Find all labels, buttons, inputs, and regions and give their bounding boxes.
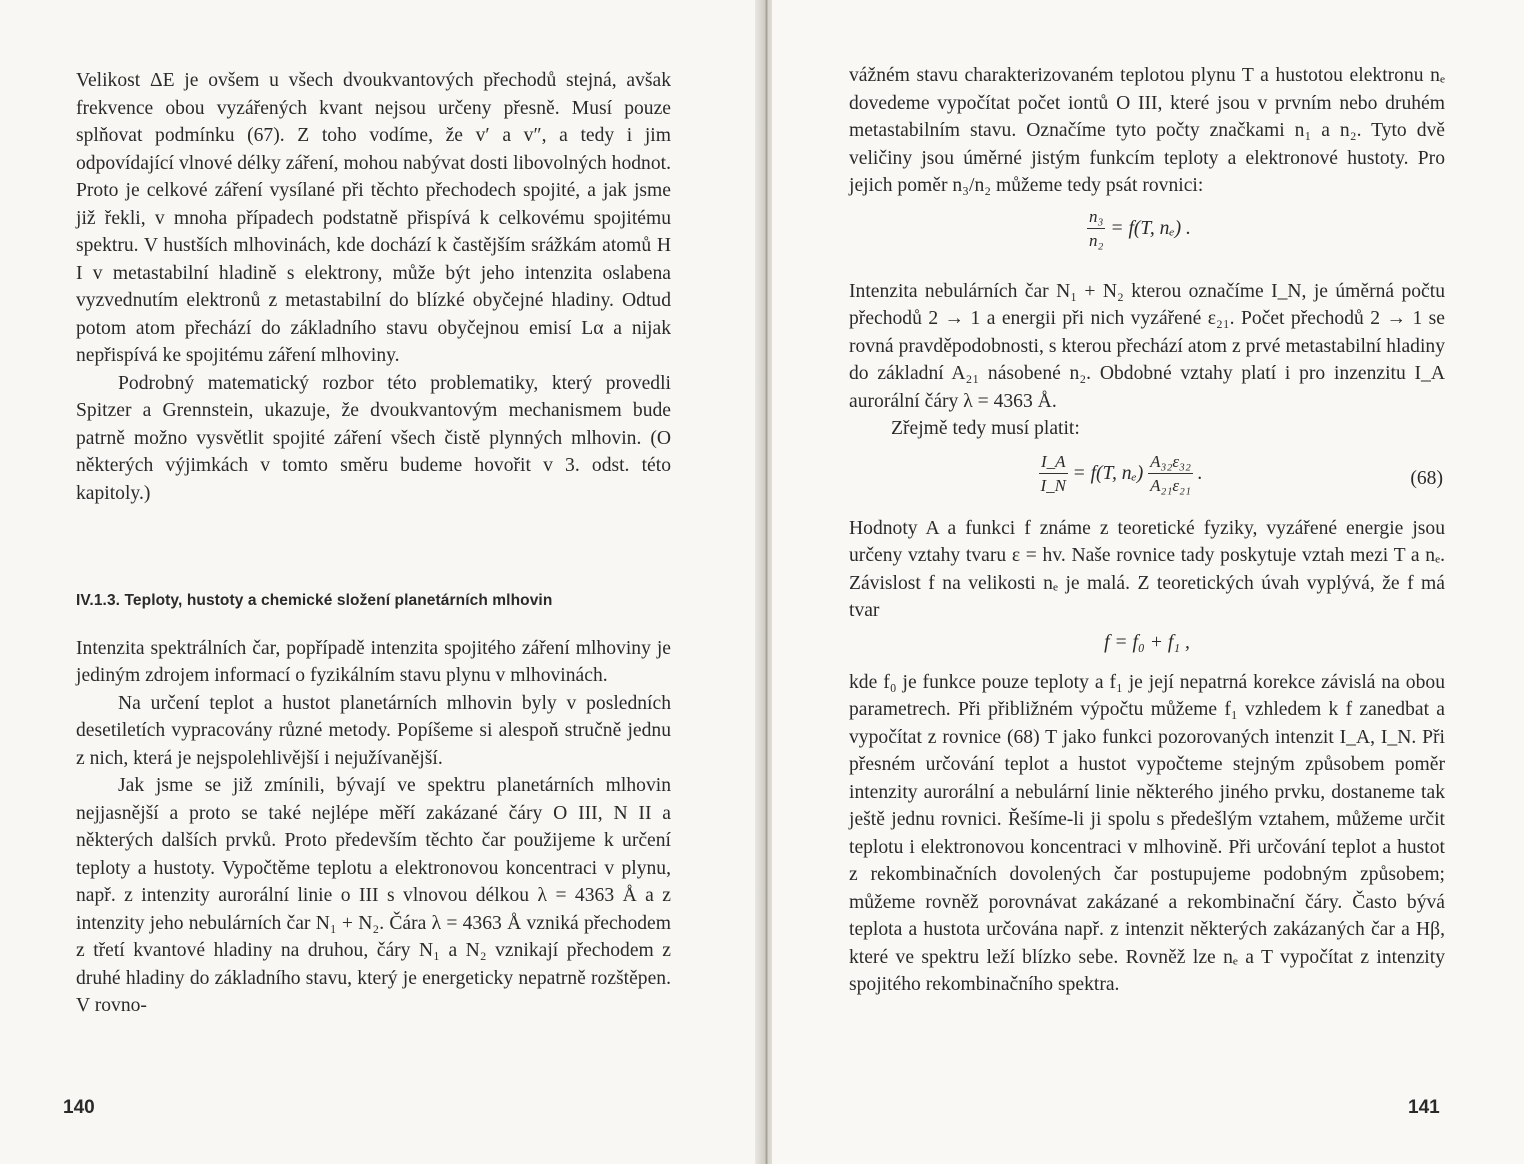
paragraph: Velikost ΔE je ovšem u všech dvoukvantových přechodů stejná, avšak frekvence obou vyzářených kvant nejsou určeny přesně. Musí pouze splňovat podmínku (67). Z toho vodíme, že v′ a v″, a tedy i jim odpovídající vlnové délky záření, mohou nabývat dosti libovolných hodnot. Proto je celkové záření vysílané při těchto přechodech spojité, a jak jsme již řekli, v mnoha případech podstatně přispívá k celkovému spojitému spektru. V hustších mlhovinách, kde dochází k častějším srážkám atomů H I v metastabilní hladině s elektrony, může být jeho intenzita oslabena vyzvednutím elektronů z metastabilní do blízké obyčejné hladiny. Odtud potom atom přechází do základního stavu obyčejnou emisí Lα a nijak nepřispívá ke spojitému záření mlhoviny. <box>76 70 671 366</box>
equation-ratio <box>849 204 1445 268</box>
right-page <box>772 0 1524 1164</box>
fraction <box>1087 206 1105 253</box>
paragraph: Intenzita spektrálních čar, popřípadě intenzita spojitého záření mlhoviny je jediným zdrojem informací o fyzikálním stavu plynu v mlhovinách. <box>76 637 671 686</box>
fraction <box>1039 451 1068 498</box>
left-page <box>0 0 760 1164</box>
fraction <box>1148 451 1193 498</box>
numerator: I_A <box>1039 451 1068 474</box>
paragraph: vážném stavu charakterizovaném teplotou plynu T a hustotou elektronu nₑ dovedeme vypočítat počet iontů O III, které jsou v prvním nebo druhém metastabilním stavu. Označíme tyto počty značkami n₁ a n₂. Tyto dvě veličiny jsou úměrné jistým funkcím teploty a elektronové hustoty. Pro jejich poměr n₃/n₂ můžeme tedy psát rovnici: <box>849 65 1445 196</box>
page-number: 141 <box>1408 1097 1440 1118</box>
numerator: n₃ <box>1087 206 1105 229</box>
equation-f: f = f₀ + f₁ , <box>1104 631 1190 653</box>
right-text-column <box>849 62 1445 999</box>
paragraph: kde f₀ je funkce pouze teploty a f₁ je její nepatrná korekce závislá na obou parametrech. Při přibližném výpočtu můžeme f₁ vzhledem k f zanedbat a vypočítat z rovnice (68) T jako funkci pozorovaných intenzit I_A, I_N. Při přesném určování teplot a hustot vypočteme stejným způsobem poměr intenzity aurorální a nebulární linie některého jiného prvku, dostaneme tak ještě jednu rovnici. Řešíme-li ji spolu s předešlým vztahem, můžeme určit teplotu i elektronovou koncentraci v mlhovině. Při určování teplot a hustot z rekombinačních dovolených čar postupujeme podobným způsobem; můžeme rovněž porovnávat zakázané a rekombinační čáry. Často bývá teplota a hustota určována např. z intenzit některých zakázaných čar a Hβ, které ve spektru leží blízko sebe. Rovněž lze nₑ a T vypočítat z intenzity spojitého rekombinačního spektra. <box>849 671 1445 995</box>
equation-mid: = f(T, nₑ) <box>1072 462 1144 484</box>
equation-68 <box>849 449 1445 509</box>
paragraph: Jak jsme se již zmínili, bývají ve spektru planetárních mlhovin nejjasnější a proto se také nejlépe měří zakázané čáry O III, N II a některých dalších prvků. Proto především těchto čar použijeme k určení teploty a hustoty. Vypočtěme teplotu a elektronovou koncentraci v plynu, např. z intenzity aurorální linie o III s vlnovou délkou λ = 4363 Å a z intenzity jeho nebulárních čar N₁ + N₂. Čára λ = 4363 Å vzniká přechodem z třetí kvantové hladiny na druhou, čáry N₁ a N₂ vznikají přechodem z druhé hladiny do základního stavu, který je energeticky nepatrně rozštěpen. V rovno- <box>76 775 671 1016</box>
denominator: A₂₁ε₂₁ <box>1150 475 1191 495</box>
paragraph: Hodnoty A a funkci f známe z teoretické fyziky, vyzářené energie jsou určeny vztahy tvaru ε = hv. Naše rovnice tady poskytuje vztah mezi T a nₑ. Závislost f na velikosti nₑ je malá. Z teoretických úvah vyplývá, že f má tvar <box>849 517 1445 621</box>
left-text-column <box>76 67 671 1020</box>
paragraph: Podrobný matematický rozbor této problematiky, který provedli Spitzer a Grennstein, ukazuje, že dvoukvantovým mechanismem bude patrně možno vysvětlit spojité záření všech čistě plynných mlhovin. (O některých výjimkách v tomto směru budeme hovořit v 3. odst. této kapitoly.) <box>76 372 671 504</box>
paragraph: Na určení teplot a hustot planetárních mlhovin byly v posledních desetiletích vypracovány různé metody. Popíšeme si alespoň stručně jednu z nich, která je nejspolehlivější i nejužívanější. <box>76 692 671 769</box>
paragraph: Zřejmě tedy musí platit: <box>891 418 1080 439</box>
denominator: n₂ <box>1089 230 1104 250</box>
equation-number: (68) <box>1410 467 1443 489</box>
paragraph: Intenzita nebulárních čar N₁ + N₂ kterou označíme I_N, je úměrná počtu přechodů 2 → 1 a energii při nich vyzářené ε₂₁. Počet přechodů 2 → 1 se rovná pravděpodobnosti, s kterou přechází atom z prvé metastabilní hladiny do základní A₂₁ násobené n₂. Obdobné vztahy platí i pro inzenzitu I_A aurorální čáry λ = 4363 Å. <box>849 280 1445 412</box>
numerator: A₃₂ε₃₂ <box>1148 451 1193 474</box>
section-heading: IV.1.3. Teploty, hustoty a chemické složení planetárních mlhovin <box>76 592 553 609</box>
equation-end: . <box>1197 462 1203 484</box>
equation-rhs: = f(T, nₑ) . <box>1110 217 1191 239</box>
page-number: 140 <box>63 1097 95 1118</box>
denominator: I_N <box>1040 475 1067 495</box>
